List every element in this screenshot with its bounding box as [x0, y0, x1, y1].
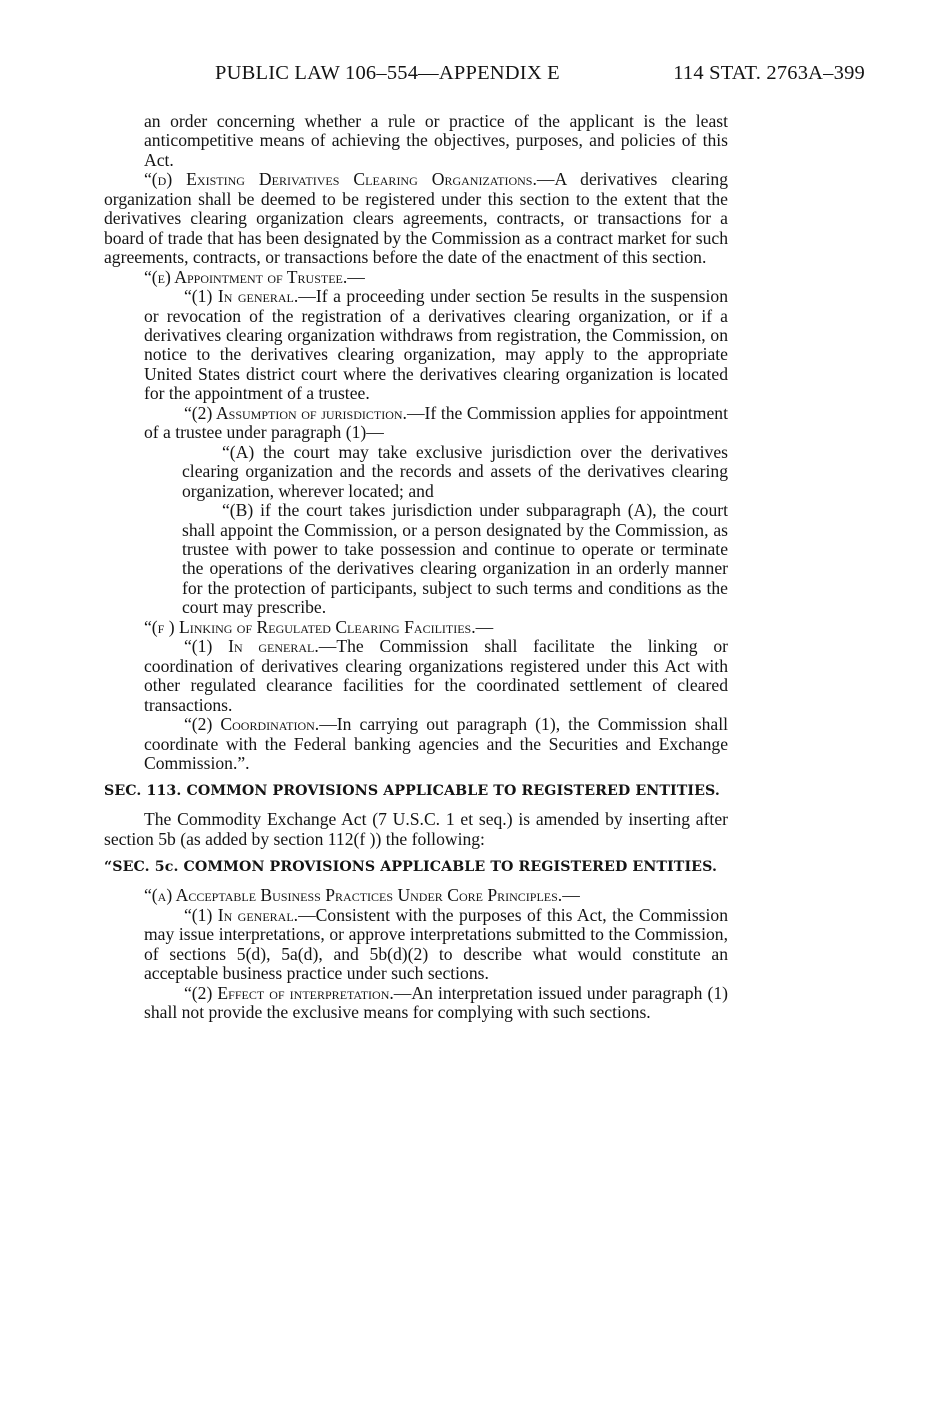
paragraph-text: —A derivatives clearing organization shall be deemed to be registered under this section to the extent that the derivatives clearing organization clears agreements, contracts, or transactions for a board of trade that has been designated by the Commission as a contract market for such agreements, contracts, or transactions before the date of the enactment of this section.: [104, 169, 728, 268]
paragraph-f-2: [104, 715, 728, 773]
paragraph-heading: “(2) Coordination.: [184, 714, 320, 735]
paragraph-text: —If the Commission applies for appointment of a trustee under paragraph (1)—: [144, 402, 728, 443]
subparagraph-A: [104, 443, 728, 501]
paragraph-text: “(A) the court may take exclusive jurisdiction over the derivatives clearing organization and the records and assets of the derivatives clearing organization, wherever located; and: [182, 441, 728, 501]
paragraph-heading: “(2) Assumption of jurisdiction.: [184, 402, 407, 423]
paragraph-text: —: [475, 616, 494, 637]
section-113-heading: SEC. 113. COMMON PROVISIONS APPLICABLE TO REGISTERED ENTITIES.: [104, 783, 720, 800]
paragraph-text: an order concerning whether a rule or practice of the applicant is the least anticompetitive means of achieving the objectives, purposes, and policies of this Act.: [144, 111, 728, 170]
paragraph-heading: “(2) Effect of interpretation.: [184, 982, 394, 1003]
paragraph-text: —In carrying out paragraph (1), the Commission shall coordinate with the Federal banking agencies and the Securities and Exchange Commission.”.: [144, 714, 729, 773]
paragraph-text: —: [347, 266, 365, 287]
paragraph-continuation: [104, 112, 728, 170]
subparagraph-B: [104, 501, 728, 618]
running-head-page-number: 114 STAT. 2763A–399: [673, 62, 865, 84]
paragraph-text: “(B) if the court takes jurisdiction under subparagraph (A), the court shall appoint the Commission, or a person designated by the Commission, as trustee with power to take possession and continue to operate or terminate the operations of the derivatives clearing organization in an orderly manner for the protection of participants, subject to such terms and conditions as the court may prescribe.: [182, 500, 728, 618]
paragraph-text: —Consistent with the purposes of this Act, the Commission may issue interpretations, or approve interpretations submitted to the Commission, of sections 5(d), 5a(d), and 5b(d)(2) to describe what would constitute an acceptable business practice under such sections.: [144, 904, 728, 984]
section-113-text: [104, 810, 728, 849]
paragraph-e-1: [104, 287, 728, 404]
subsection-heading: “(e) Appointment of Trustee.: [144, 266, 348, 287]
subsection-5c-a: [104, 886, 728, 905]
paragraph-heading: “(1) In general.: [184, 286, 299, 307]
body-text: [104, 112, 728, 1022]
paragraph-text: —: [562, 885, 580, 906]
running-head-title: PUBLIC LAW 106–554—APPENDIX E: [215, 62, 560, 84]
paragraph-text: The Commodity Exchange Act (7 U.S.C. 1 et seq.) is amended by inserting after section 5b (as added by section 112(f )) the following:: [104, 809, 728, 849]
subsection-heading: “(a) Acceptable Business Practices Under Core Principles.: [144, 885, 563, 906]
paragraph-heading: “(1) In general.: [184, 636, 319, 657]
subsection-heading: “(f ) Linking of Regulated Clearing Facilities.: [144, 616, 476, 637]
paragraph-5c-a-1: [104, 906, 728, 984]
subsection-e: [104, 268, 728, 287]
paragraph-text: —An interpretation issued under paragraph (1) shall not provide the exclusive means for complying with such sections.: [144, 982, 728, 1023]
subsection-f: [104, 618, 728, 637]
subsection-heading: “(d) Existing Derivatives Clearing Organizations.: [144, 169, 537, 190]
paragraph-f-1: [104, 637, 728, 715]
paragraph-e-2: [104, 404, 728, 443]
section-5c-heading: “SEC. 5c. COMMON PROVISIONS APPLICABLE TO REGISTERED ENTITIES.: [104, 859, 717, 876]
subsection-d: [104, 170, 728, 267]
paragraph-5c-a-2: [104, 984, 728, 1023]
paragraph-text: —The Commission shall facilitate the linking or coordination of derivatives clearing organizations registered under this Act with other regulated clearance facilities for the coordinated settlement of cleared transactions.: [144, 636, 728, 715]
paragraph-heading: “(1) In general.: [184, 904, 299, 925]
paragraph-text: —If a proceeding under section 5e results in the suspension or revocation of the registration of a derivatives clearing organization, or if a derivatives clearing organization withdraws from registration, the Commission, on notice to the derivatives clearing organization, may apply to the appropriate United States district court where the derivatives clearing organization is located for the appointment of a trustee.: [144, 286, 728, 404]
